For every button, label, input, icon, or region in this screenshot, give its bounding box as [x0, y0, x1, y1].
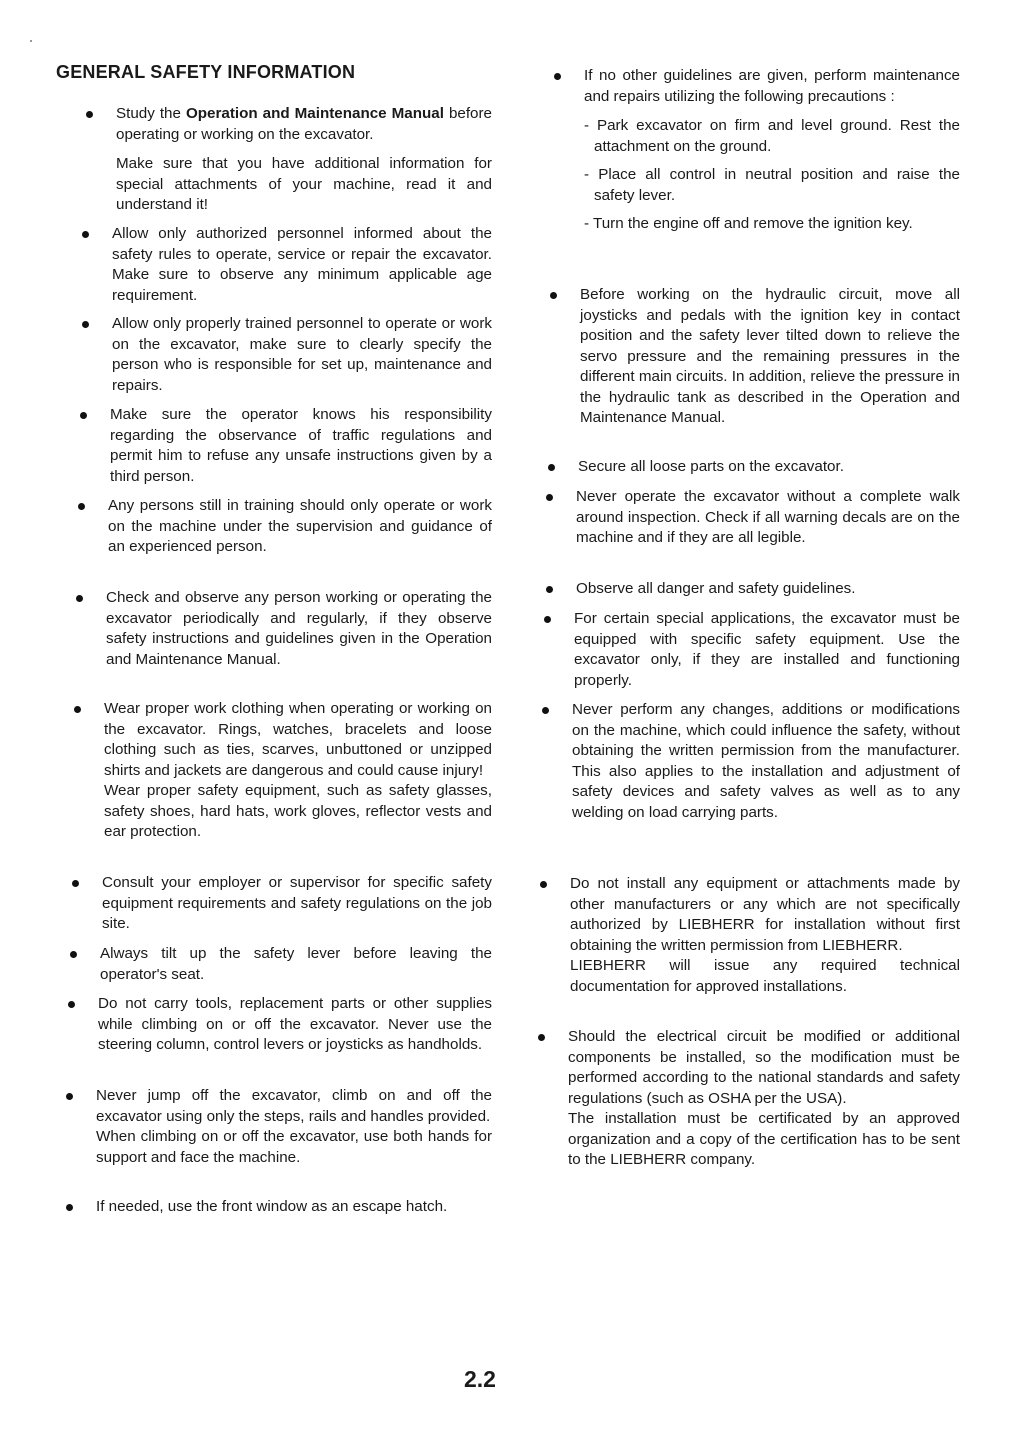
- left-item: [108, 496, 492, 558]
- left-item: [116, 104, 492, 216]
- bullet-icon: [546, 494, 553, 501]
- bullet-icon: [546, 586, 553, 593]
- bullet-icon: [82, 321, 89, 328]
- paragraph: For certain special applications, the excavator must be equipped with specific safety equipment. Use the excavator only, if they are installed and functioning properly.: [574, 610, 960, 689]
- right-item: [584, 66, 960, 235]
- bullet-icon: [68, 1001, 75, 1008]
- left-item: [112, 224, 492, 306]
- bullet-icon: [76, 595, 83, 602]
- bullet-icon: [548, 464, 555, 471]
- bullet-icon: [538, 1034, 545, 1041]
- paragraph: Any persons still in training should only operate or work on the machine under the supervision and guidance of an experienced person.: [108, 497, 492, 555]
- left-item: [96, 1197, 492, 1218]
- precaution-item: - Park excavator on firm and level ground. Rest the attachment on the ground.: [584, 117, 960, 155]
- bullet-icon: [550, 292, 557, 299]
- left-item: [110, 405, 492, 487]
- paragraph: Check and observe any person working or operating the excavator periodically and regularly, if they observe safety instructions and guidelines given in the Operation and Maintenance Manual.: [106, 589, 492, 668]
- right-item: [574, 609, 960, 691]
- paragraph: When climbing on or off the excavator, use both hands for support and face the machine.: [96, 1128, 492, 1166]
- bullet-icon: [66, 1093, 73, 1100]
- paragraph: Do not install any equipment or attachments made by other manufacturers or any which are not specifically authorized by LIEBHERR for installation without first obtaining the written permission from LIEBHERR.: [570, 875, 960, 954]
- paragraph: Do not carry tools, replacement parts or other supplies while climbing on or off the excavator. Never use the steering column, control levers or joysticks as handholds.: [98, 995, 492, 1053]
- bullet-icon: [74, 706, 81, 713]
- paragraph: If no other guidelines are given, perform maintenance and repairs utilizing the following precautions :: [584, 67, 960, 105]
- bullet-icon: [540, 881, 547, 888]
- left-item: [104, 699, 492, 843]
- page-number: 2.2: [464, 1366, 496, 1392]
- paragraph: Wear proper work clothing when operating or working on the excavator. Rings, watches, bracelets and loose clothing such as ties, scarves, unbuttoned or unzipped shirts and jackets are dangerous and could cause injury!: [104, 700, 492, 779]
- bullet-icon: [80, 412, 87, 419]
- precaution-list: [584, 116, 960, 235]
- paragraph: Make sure that you have additional information for special attachments of your machine, read it and understand it!: [116, 155, 492, 213]
- left-item: [100, 944, 492, 985]
- text-run: before operating or working on the excavator.: [116, 105, 493, 143]
- left-item: [102, 873, 492, 935]
- precaution-item: - Turn the engine off and remove the ignition key.: [584, 215, 913, 232]
- paragraph: Consult your employer or supervisor for specific safety equipment requirements and safety regulations on the job site.: [102, 874, 492, 932]
- right-item: [578, 457, 960, 478]
- right-item: [572, 700, 960, 823]
- text-run: Study the: [116, 105, 186, 122]
- right-item: [568, 1027, 960, 1171]
- left-item: [112, 314, 492, 396]
- paragraph: Allow only properly trained personnel to operate or work on the excavator, make sure to clearly specify the person who is responsible for set up, maintenance and repairs.: [112, 315, 492, 394]
- precaution-item: - Place all control in neutral position and raise the safety lever.: [584, 166, 960, 204]
- left-item: [96, 1086, 492, 1168]
- right-item: [580, 285, 960, 429]
- paragraph: LIEBHERR will issue any required technical documentation for approved installations.: [570, 957, 960, 995]
- paragraph: [116, 104, 492, 145]
- paragraph: Before working on the hydraulic circuit, move all joysticks and pedals with the ignition key in contact position and the safety lever tilted down to relieve the servo pressure and the remaining pressures in the different main circuits. In addition, relieve the pressure in the hydraulic tank as described in the Operation and Maintenance Manual.: [580, 286, 960, 426]
- right-item: [576, 579, 960, 600]
- section-heading: GENERAL SAFETY INFORMATION: [56, 62, 356, 82]
- paragraph: Make sure the operator knows his responsibility regarding the observance of traffic regulations and permit him to refuse any unsafe instructions given by a third person.: [110, 406, 492, 485]
- paragraph: Should the electrical circuit be modified or additional components be installed, so the modification must be performed according to the national standards and safety regulations (such as OSHA per the USA).: [568, 1028, 960, 1107]
- right-item: [576, 487, 960, 549]
- paragraph: Always tilt up the safety lever before leaving the operator's seat.: [100, 945, 492, 983]
- bullet-icon: [78, 503, 85, 510]
- paragraph: Never operate the excavator without a complete walk around inspection. Check if all warning decals are on the machine and if they are all legible.: [576, 488, 960, 546]
- bullet-icon: [554, 73, 561, 80]
- paragraph: Observe all danger and safety guidelines.: [576, 580, 856, 597]
- paragraph: The installation must be certificated by an approved organization and a copy of the certification has to be sent to the LIEBHERR company.: [568, 1110, 960, 1168]
- paragraph: If needed, use the front window as an escape hatch.: [96, 1198, 448, 1215]
- paragraph: Allow only authorized personnel informed about the safety rules to operate, service or repair the excavator. Make sure to observe any minimum applicable age requirement.: [112, 225, 492, 304]
- bullet-icon: [72, 880, 79, 887]
- paragraph: Secure all loose parts on the excavator.: [578, 458, 844, 475]
- scan-speck: [30, 40, 32, 42]
- bullet-icon: [66, 1204, 73, 1211]
- left-item: [106, 588, 492, 670]
- paragraph: Never perform any changes, additions or modifications on the machine, which could influence the safety, without obtaining the written permission from the manufacturer. This also applies to the installation and adjustment of safety devices and safety valves as well as to any welding on load carrying parts.: [572, 701, 960, 821]
- bullet-icon: [70, 951, 77, 958]
- bullet-icon: [82, 231, 89, 238]
- bullet-icon: [544, 616, 551, 623]
- paragraph: Wear proper safety equipment, such as safety glasses, safety shoes, hard hats, work gloves, reflector vests and ear protection.: [104, 782, 492, 840]
- paragraph: Never jump off the excavator, climb on and off the excavator using only the steps, rails and handles provided.: [96, 1087, 492, 1125]
- manual-title-emphasis: Operation and Maintenance Manual: [185, 105, 444, 122]
- right-item: [570, 874, 960, 997]
- bullet-icon: [86, 111, 93, 118]
- left-item: [98, 994, 492, 1056]
- bullet-icon: [542, 707, 549, 714]
